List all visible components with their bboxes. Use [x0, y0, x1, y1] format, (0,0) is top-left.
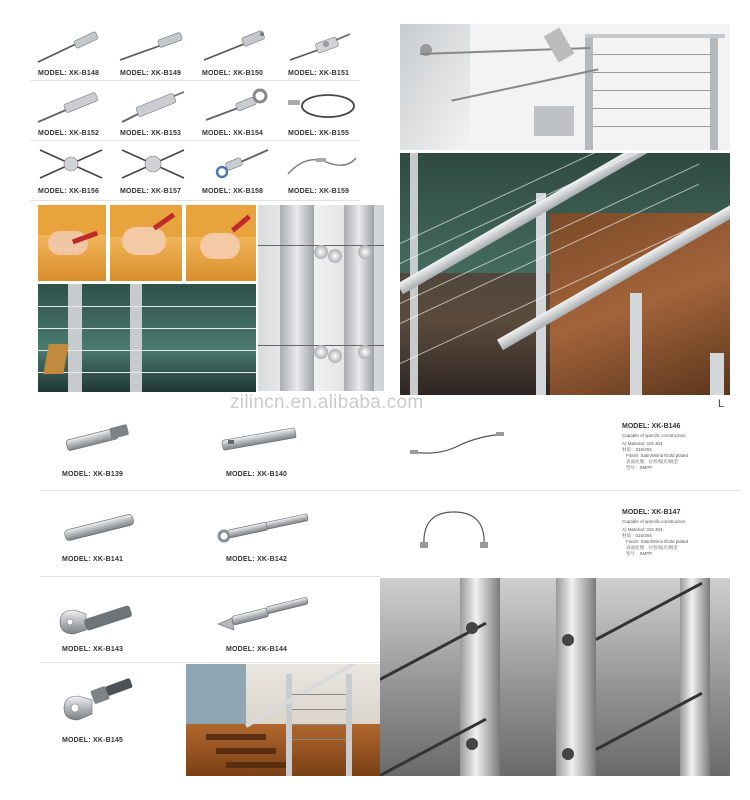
model-label: MODEL: XK-B142 — [226, 556, 288, 563]
spec-line: 表面处理：拉丝/镜光/镀金 — [626, 459, 678, 464]
glass-railing-photo — [38, 284, 256, 392]
model-label: MODEL: XK-B156 — [38, 188, 100, 195]
swage-stud-icon — [36, 30, 106, 64]
tube-terminal-icon — [58, 506, 142, 546]
spec-line: Finish: Satin/Mirror/Gold plated — [626, 453, 689, 458]
watermark: zilincn.en.alibaba.com — [230, 392, 424, 413]
spec-model-title: MODEL: XK-B147 — [622, 509, 681, 516]
list-divider — [40, 662, 380, 663]
staircase-railing-photo — [400, 153, 730, 395]
tensioner-icon — [288, 28, 358, 64]
cable-loop-icon — [414, 506, 494, 552]
model-label: MODEL: XK-B139 — [62, 471, 124, 478]
turnbuckle-icon — [118, 88, 188, 124]
top-product-grid — [30, 22, 360, 200]
model-label: MODEL: XK-B148 — [38, 70, 100, 77]
eye-terminal-icon — [58, 674, 142, 722]
cable-assembly-icon — [408, 428, 508, 464]
swage-fork-icon — [202, 28, 272, 64]
spec-line: 型号：SMPP — [626, 465, 653, 470]
spec-line: 材质：316/304 — [622, 447, 652, 452]
model-label: MODEL: XK-B150 — [202, 70, 264, 77]
grid-divider — [30, 200, 360, 201]
grid-divider — [30, 140, 360, 141]
spec-model-title: MODEL: XK-B146 — [622, 423, 681, 430]
model-label: MODEL: XK-B140 — [226, 471, 288, 478]
spec-line: 材质：316/304 — [622, 533, 652, 538]
model-label: MODEL: XK-B144 — [226, 646, 288, 653]
cable-assembly-icon — [286, 148, 358, 182]
model-label: MODEL: XK-B149 — [120, 70, 182, 77]
model-label: MODEL: XK-B153 — [120, 130, 182, 137]
model-label: MODEL: XK-B152 — [38, 130, 100, 137]
list-divider — [40, 490, 740, 491]
list-divider — [40, 576, 380, 577]
spec-line: Capable of specific construction — [622, 519, 686, 524]
model-label: MODEL: XK-B158 — [202, 188, 264, 195]
model-label: MODEL: XK-B155 — [288, 130, 350, 137]
spec-line: Finish: Satin/Mirror/Gold plated — [626, 539, 689, 544]
model-label: MODEL: XK-B145 — [62, 737, 124, 744]
cable-railing-closeup-photo — [380, 578, 730, 776]
spec-line: 表面处理：拉丝/镜光/镀金 — [626, 545, 678, 550]
installation-photo-3 — [186, 205, 256, 281]
corner-mark: L — [718, 398, 725, 410]
swage-stud-icon — [36, 88, 106, 124]
eye-turnbuckle-icon — [214, 506, 314, 546]
swage-stud-icon — [118, 30, 188, 64]
model-label: MODEL: XK-B151 — [288, 70, 350, 77]
hook-icon — [202, 146, 272, 184]
wooden-staircase-photo — [186, 664, 380, 776]
spec-line: 型号：SMPP — [626, 551, 653, 556]
jaw-terminal-icon — [56, 588, 140, 638]
installation-photo-1 — [38, 205, 106, 281]
jaw-turnbuckle-icon — [214, 590, 314, 634]
model-label: MODEL: XK-B143 — [62, 646, 124, 653]
model-label: MODEL: XK-B157 — [120, 188, 182, 195]
post-connector-photo — [258, 205, 384, 391]
threaded-terminal-icon — [58, 418, 138, 458]
swage-terminal-icon — [218, 420, 302, 456]
model-label: MODEL: XK-B154 — [202, 130, 264, 137]
cross-connector-icon — [36, 146, 106, 182]
installation-photo-2 — [110, 205, 182, 281]
model-label: MODEL: XK-B141 — [62, 556, 124, 563]
cross-connector-icon — [118, 146, 188, 182]
cable-railing-top-photo — [400, 24, 730, 150]
spec-line: A) Material: 316 304 — [622, 441, 663, 446]
cable-loop-icon — [286, 90, 358, 122]
swage-eye-icon — [202, 86, 272, 124]
spec-line: A) Material: 316 304 — [622, 527, 663, 532]
model-label: MODEL: XK-B159 — [288, 188, 350, 195]
grid-divider — [30, 80, 360, 81]
spec-line: Capable of specific construction — [622, 433, 686, 438]
